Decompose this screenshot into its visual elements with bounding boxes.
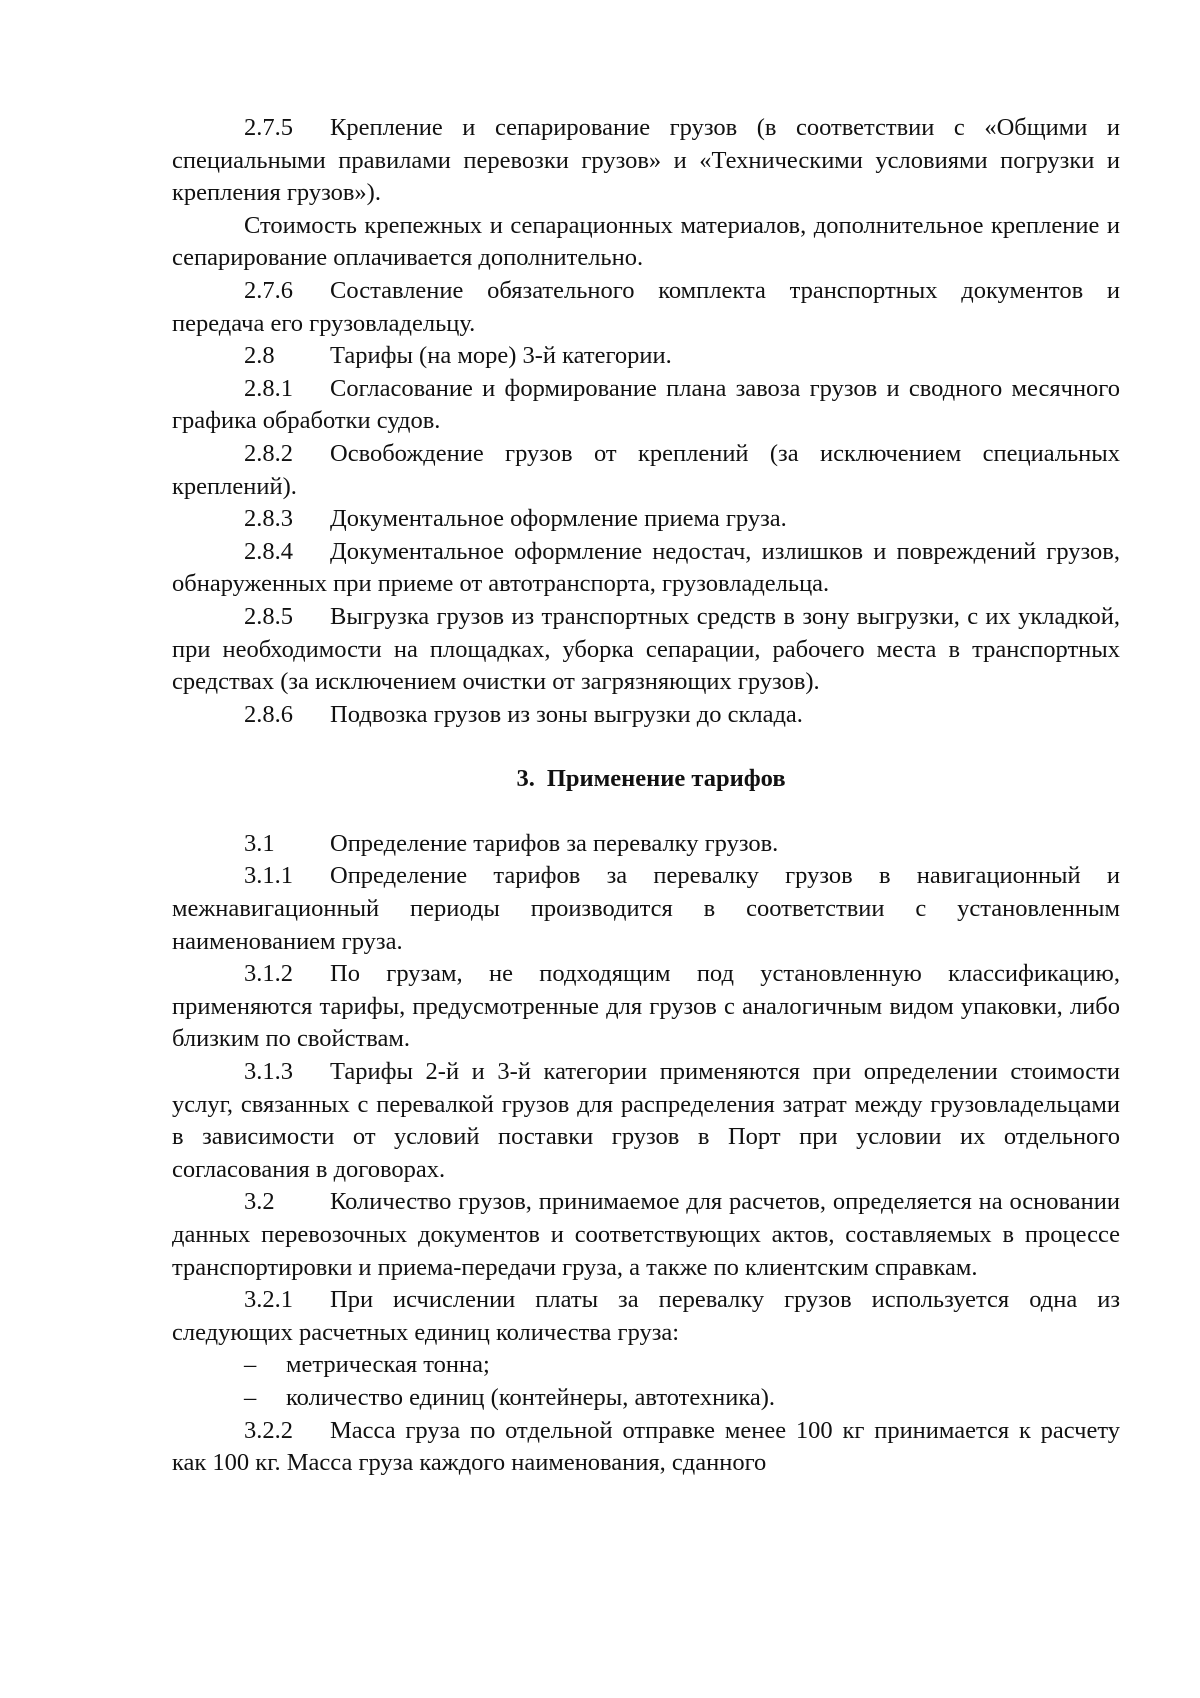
paragraph-number: 3.2.1 [244,1286,293,1314]
paragraph-3-2 [172,1186,1120,1284]
paragraph-2-8 [172,340,1120,373]
paragraph-text: Составление обязательного комплекта транспортных документов и передача его грузовладельцу. [172,276,1120,337]
paragraph-2-7-5 [172,112,1120,210]
paragraph-text: Подвозка грузов из зоны выгрузки до склада. [330,700,803,728]
paragraph-text: При исчислении платы за перевалку грузов используется одна из следующих расчетных единиц количества груза: [172,1286,1120,1346]
paragraph-number: 2.8.3 [244,505,293,533]
section-title: Применение тарифов [546,765,786,793]
paragraph-2-8-4 [172,536,1120,601]
paragraph-number: 2.8.2 [244,439,293,467]
paragraph-number: 3.1 [244,829,275,857]
paragraph-number: 3.1.1 [244,862,293,890]
paragraph-text: Согласование и формирование плана завоза грузов и сводного месячного графика обработки судов. [172,374,1120,435]
paragraph-number: 3.2 [244,1188,275,1216]
dash-bullet: – [244,1351,257,1379]
paragraph-2-8-3 [172,503,1120,536]
section-number: 3. [516,765,535,793]
paragraph-text: Документальное оформление недостач, излишков и повреждений грузов, обнаруженных при приеме от автотранспорта, грузовладельца. [172,537,1120,598]
paragraph-number: 2.7.6 [244,276,293,304]
document-page [172,112,1120,1480]
paragraph-number: 3.2.2 [244,1416,293,1444]
paragraph-number: 2.7.5 [244,114,293,141]
paragraph-2-7-6 [172,275,1120,340]
paragraph-number: 2.8.4 [244,537,293,565]
paragraph-2-8-2 [172,438,1120,503]
paragraph-3-1-2 [172,958,1120,1056]
list-item [172,1382,1120,1415]
paragraph-text: Крепление и сепарирование грузов (в соответствии с «Общими и специальными правилами перевозки грузов» и «Техническими условиями погрузки и крепления грузов»). [172,114,1120,207]
paragraph-3-1-1 [172,860,1120,958]
paragraph-2-8-6 [172,699,1120,732]
paragraph-number: 3.1.3 [244,1058,293,1086]
paragraph-2-8-5 [172,601,1120,699]
paragraph-3-1 [172,828,1120,861]
dash-bullet: – [244,1383,257,1411]
paragraph-text: Масса груза по отдельной отправке менее 100 кг принимается к расчету как 100 кг. Масса груза каждого наименования, сданного [172,1416,1120,1477]
list-item [172,1349,1120,1382]
paragraph-number: 2.8.5 [244,602,293,630]
paragraph-text: Определение тарифов за перевалку грузов в навигационный и межнавигационный периоды производится в соответствии с установленным наименованием груза. [172,862,1120,955]
paragraph-text: По грузам, не подходящим под установленную классификацию, применяются тарифы, предусмотренные для грузов с аналогичным видом упаковки, либо близким по свойствам. [172,960,1120,1053]
paragraph-number: 3.1.2 [244,960,293,988]
paragraph-text: Определение тарифов за перевалку грузов. [330,829,779,857]
paragraph-text: Освобождение грузов от креплений (за исключением специальных креплений). [172,439,1120,500]
list-item-text: метрическая тонна; [286,1351,490,1379]
paragraph-3-2-2 [172,1415,1120,1480]
paragraph-number: 2.8.6 [244,700,293,728]
paragraph-text: Документальное оформление приема груза. [330,505,787,533]
paragraph-3-1-3 [172,1056,1120,1186]
paragraph-2-8-1 [172,373,1120,438]
paragraph-number: 2.8 [244,342,275,370]
list-item-text: количество единиц (контейнеры, автотехника). [286,1383,776,1411]
paragraph-text: Тарифы (на море) 3-й категории. [330,342,672,370]
paragraph-text: Тарифы 2-й и 3-й категории применяются при определении стоимости услуг, связанных с перевалкой грузов для распределения затрат между грузовладельцами в зависимости от условий поставки грузов в Порт при условии их отдельного согласования в договорах. [172,1058,1120,1183]
paragraph-text: Количество грузов, принимаемое для расчетов, определяется на основании данных перевозочных документов и соответствующих актов, составляемых в процессе транспортировки и приема-передачи груза, а также по клиентским справкам. [172,1188,1120,1281]
section-heading [172,763,1120,796]
paragraph-cost-note [172,210,1120,275]
paragraph-3-2-1 [172,1284,1120,1349]
paragraph-text: Выгрузка грузов из транспортных средств в зону выгрузки, с их укладкой, при необходимости на площадках, уборка сепарации, рабочего места в транспортных средствах (за исключением очистки от загрязняющих грузов). [172,602,1120,696]
paragraph-text: Стоимость крепежных и сепарационных материалов, дополнительное крепление и сепарирование оплачивается дополнительно. [172,211,1120,272]
paragraph-number: 2.8.1 [244,374,293,402]
